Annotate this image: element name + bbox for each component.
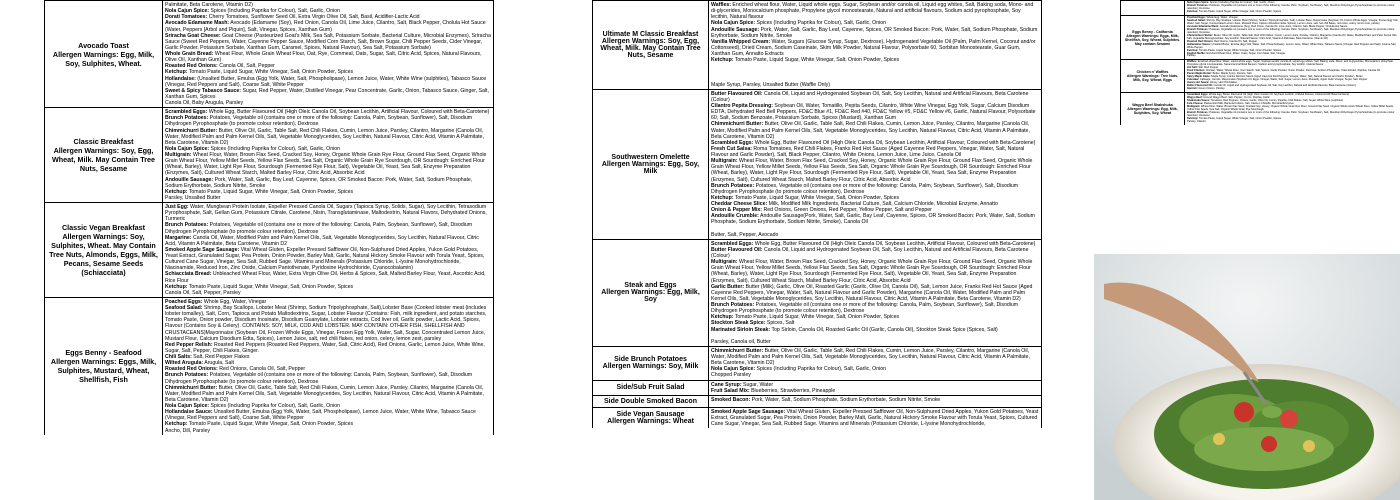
ingredient-line: Cheddar Cheese Slice: Milk, Modified Milk Ingredients, Bacterial Culture, Salt, Calcium Chloride, Microbial Enzyme, Annatto [711, 201, 998, 207]
ingredient-line: Fried Chicken: Chicken, Water, Wheat Flour, Corn Starch, Salt, Spices, Garlic Powder, Onion Powder, Dextrose, Sodium Phosphate, Yeast Extract, Paprika, Canola Oil [1187, 69, 1380, 73]
menu-item-row [1121, 59, 1400, 92]
ingredient-line: Brunch Potatoes: Potatoes, Vegetable oil (contains one or more of the following: Canola, Palm, Soybean, Sunflower), Salt, Disodium Dihydrogen Pyrophosphate (to promote colour retention), Dextrose [1187, 3, 1395, 10]
menu-item-row [45, 202, 493, 297]
ingredients-list [163, 203, 493, 297]
menu-item-name: Eggs Benny - Seafood Allergen Warnings: Eggs, Milk, Sulphites, Mustard, Wheat, Shellfish, Fish [45, 298, 163, 435]
ingredient-line: Parsley, Unsalted Butter [165, 194, 221, 201]
menu-item-name: Side/Sub Fruit Salad [593, 381, 709, 395]
ingredient-line: Nola Cajun Spice: Spices (Including Paprika for Colour), Salt, Garlic, Onion [165, 145, 341, 152]
ingredient-line: Nola Cajun Spice: Spices (Including Paprika for Colour), Salt, Garlic, Onion [165, 403, 341, 409]
ingredient-line: Hollandaise Sauce: Unsalted Butter, Emulsa (Egg Yolk, Water, Salt, Phospholipase), Lemon Juice, Water, White Wine, Tabasco Sauce (Vinegar, Red Peppers and Salt), Coarse Salt, White Pepper [1187, 42, 1397, 49]
ingredient-line: Canola Oil, Baby Arugula, Parsley [165, 100, 244, 106]
ingredient-line: Just Egg: Water, Mungbean Protein Isolate, Expeller Pressed Canola Oil, Sugars (Tapioca Syrup, Solids, Sugar), Soy Lecithin, Tetrasodium Pyrophosphate, Salt, Gellan Gum, Potassium Citrate, Carotene, Nisin, Transglutaminase, Maltodextrin, Natural Flavors, Dehydrated Onions, Turmeric [165, 204, 487, 223]
ingredient-line: Marinated Sirloin Steak: Top Sirloin, Canola Oil, Roasted Garlic Oil (Garlic, Canola Oil), Stockton Steak Spice (Spices, Salt) [711, 326, 998, 333]
ingredient-line: Poached Eggs: Whole Egg, Water, Vinegar [165, 298, 267, 305]
ingredient-line: Butter, Salt, Pepper, Avocado [711, 231, 779, 238]
menu-item-name: Wagyu Beef Shakshuka Allergen Warnings: Egg, Milk, Sulphites, Soy, Wheat [1121, 93, 1185, 125]
ingredient-line: Avocado Edamame Mash: Avocado (Edamame (Soy), Red Onion, Canola Oil, Lime Juice, Cilantro, Salt, Black Pepper, Cholula Hot Sauce [1187, 24, 1348, 28]
ingredient-line: Seafood Salad: Shrimp, Bay Scallops, Lobster Meat (Shrimp, Sodium Tripolyphosphate, Salt), Lobster Base, Mayonnaise (Soybean Oil, Frozen Whole Eggs, Vinegar, Frozen Egg Yolk, Water, Salt, Sugar, Concentrated Lemon Juice, Mustard Flour, Calcium Disodium Edta, Spices), Lemon Juice, salt, red chili flakes, red onion, celery, lemon zest, parsley [1187, 18, 1399, 25]
ingredient-line: Multigrain: Wheat Flour, Water, Brown Flax Seed, Cracked Soy, Honey, Organic Whole Grain Rye Flour, Ground Flax Seed, Organic Whole Grain Wheat Flour, Yellow Millet Seeds, Yellow Flax Seeds, Sea Salt, Organic Whole Grain Rye Sourdough, OR Sourdough: Enriched Flour (Wheat, Barley), Water, Light Rye Flour, Sourdough (Fermented Rye Flour, Salt), Vegetable Oil, Yeast, Sea Salt, Enzyme Preparation (Enzymes, Salt), Cultured Wheat Starch, Malted Barley Flour, Citric Acid, Absorbic Acid [165, 152, 487, 177]
ingredient-line: Butter Flavoured Oil: Canola Oil, Liquid and Hydrogenated Soybean Oil, Salt, Soy Lecithin, Natural and Artificial Flavours, Beta Carotene (Colour) [711, 246, 1029, 259]
menu-item-row [45, 0, 493, 107]
ingredient-line: Hot Salt: Salt, Red Pepper [1187, 66, 1219, 70]
ingredient-line: Chili Salts: Salt, Red Pepper Flakes [165, 354, 250, 360]
ingredient-line: Scrambled Eggs: Whole Egg, Butter Flavoured Oil (High Oleic Canola Oil, Soybean Lecithin, Artificial Flavour, Coloured with Beta-Carotene) [711, 139, 1036, 146]
ingredient-line: Dorati Tomatoes: Cherry Tomatoes, Sunflower Seed Oil, Extra Virgin Olive Oil, Salt, Basil, Acidifier-Lactic Acid [165, 14, 420, 21]
ingredients-list [709, 1, 1041, 89]
ingredient-line: Cane Syrup: Sugar, Water [711, 381, 774, 388]
menu-item-name: Classic Breakfast Allergen Warnings: Soy, Egg, Wheat, Milk. May Contain Tree Nuts, Sesame [45, 108, 163, 202]
ingredient-line: Ketchup: Tomato Paste, Liquid Sugar, White Vinegar, Salt, Onion Powder, Spices [165, 69, 354, 76]
ingredient-line: Chimmichurri Butter: Butter, Olive Oil, Garlic, Table Salt, Red Chili Flakes, Cumin, Lemon Juice, Parsley, Cilantro, Margarine (Canola Oil, Water, Modified Palm and Palm Kernel Oils, Salt, Vegetable Monoglycerides, Soy Lecithin, Natural Flavour, Citric Acid, Vitamin A Palmitate, Beta Carotene, Vitamin D2) [711, 347, 1030, 367]
ingredient-line: Vanilla Whipped Cream: Water, Sugars (Glucose Syrup, Sugar, Dextrose), Hydrogenated Vegetable Oil (Palm, Palm Kernel, Coconut and/or Cottonseed), Dried Cream, Sodium Caseinate, Skim Milk Powder, Natural Flavour, Polysorbate 60, Sorbitan Monostearate, Guar Gum, Xanthan Gum, Annatto Extracts [711, 38, 1036, 57]
ingredient-line: Coleslaw: Cabbage, Carrots, Mayonnaise (Soybean Oil, Eggs, Vinegar, Water, Salt, Sugar, Lemon Juice, Mustard), Apple Cider Vinegar, Sugar, Salt, Pepper [1187, 78, 1368, 82]
ingredient-line: Brunch Potatoes: Potatoes, Vegetable oil (contains one or more of the following: Canola, Palm, Soybean, Sunflower), Salt, Disodium Dihydrogen Pyrophosphate (to promote colour retention), Dextrose [711, 182, 1019, 195]
menu-item-name: Side Brunch Potatoes Allergen Warnings: Soy, Milk [593, 347, 709, 380]
ingredient-line: Hollandaise: (Unsalted Butter, Emulsa (Egg Yolk, Water, Salt, Phospholipase), Lemon Juice, Water, White Wine (sulphites), Tabasco Sauce (Vinegar, Red Peppers and Salt), Coarse Salt, White Pepper [165, 75, 487, 88]
ingredient-line: Wagyu Beef: Ground Wagyu Beef, Salt, Pepper, Cumin, Paprika, Garlic [1187, 96, 1270, 100]
allergen-table-right [1120, 0, 1400, 125]
ingredient-line: Margarine: Canola Oil, Water, Modified Palm and Palm Kernel Oils, Salt, Vegetable Monoglycerides, Soy Lecithin, Natural Flavour, Citric Acid, Vitamin A Palmitate, Beta Carotene, Vitamin D2 [165, 234, 479, 247]
ingredient-line: Chimmichurri Butter: Butter, Olive Oil, Garlic, Table Salt, Red Chili Flakes, Cumin, Lemon Juice, Parsley, Cilantro, Margarine (Canola Oil, Water, Modified Palm and Palm Kernel Oils, Salt, Vegetable Monoglycerides, Soy Lecithin, Natural Flavour, Citric Acid, Vitamin A Palmitate, Beta Carotene, Vitamin D2) [165, 384, 484, 403]
ingredient-line: Ketchup: Tomato Paste, Liquid Sugar, White Vinegar, Salt, Onion Powder, Spices [165, 188, 354, 195]
ingredient-line: Scrambled Eggs: Whole Egg, Butter Flavoured Oil (High Oleic Canola Oil, Soybean Lecithin, Artificial Flavour, Coloured with Beta-Carotene) [711, 240, 1036, 247]
menu-item-name [1121, 1, 1185, 15]
ingredients-list [709, 347, 1041, 380]
menu-item-row [593, 0, 1041, 89]
ingredients-list [1185, 93, 1400, 125]
ingredient-line: Chimmichurri Butter: Butter, Olive Oil, Garlic, Table Salt, Red Chili Flakes, Cumin, Lemon Juice, Parsley, Cilantro, Margarine (Canola Oil, Water, Modified Palm and Palm Kernel Oils, Salt, Vegetable Monoglycerides, Soy Lecithin, Natural Flavour, Citric Acid, Vitamin A Palmitate, Beta Carotene, Vitamin D2) [1187, 33, 1398, 40]
ingredients-list [709, 90, 1041, 239]
ingredient-line: Chimmichurri Butter: Butter, Olive Oil, Garlic, Table Salt, Red Chili Flakes, Cumin, Lemon Juice, Parsley, Cilantro, Margarine (Canola Oil, Water, Modified Palm and Palm Kernel Oils, Salt, Vegetable Monoglycerides, Soy Lecithin, Natural Flavour, Citric Acid, Vitamin A Palmitate, Beta Carotene, Vitamin D2) [711, 121, 1030, 140]
ingredient-line: Schiacciata Bread: Unbleached Wheat Flour, Water, Extra Virgin Olive Oil, Herbs & Spices, Salt, Malted Barley Flour, Yeast, Ascorbic Acid, Rice Flour [165, 271, 486, 284]
ingredient-line: Brunch Potatoes: Potatoes, Vegetable oil (contains one or more of the following: Canola, Palm, Soybean, Sunflower), Salt, Disodium Dihydrogen Pyrophosphate (to promote colour retention), Dextrose [165, 222, 473, 235]
ingredient-line: Onion & Pepper Mix: Red Onions, Green Onions, Red Pepper, Yellow Pepper, Salt and Pepper [711, 207, 932, 214]
ingredient-line: Nola Cajun Spice: Spices (Including Paprika for Colour), Salt, Garlic, Onion [711, 366, 887, 373]
ingredient-line: Andouille Sausage: Pork, Water, Salt, Garlic, Bay Leaf, Cayenne, Spices, OR Smoked Bacon: Pork, Water, Salt, Sodium Phosphate, Sodium Erythorbate, Sodium Nitrite, Smoke [165, 176, 473, 189]
ingredients-list [1185, 16, 1400, 60]
menu-item-row [593, 395, 1041, 407]
ingredient-line: Parsley, Canola oil, Butter [711, 338, 771, 345]
ingredient-line: Smoked Bacon: Pork, Water, Salt, Sodium Phosphate, Sodium Erythorbate, Sodium Nitrite, Smoke [711, 396, 941, 403]
ingredients-list [163, 298, 493, 435]
ingredients-list [1185, 60, 1400, 92]
menu-item-name: Avocado Toast Allergen Warnings: Egg, Milk, Soy, Sulphites, Wheat. [45, 1, 163, 107]
menu-item-name: Side Double Smoked Bacon [593, 396, 709, 407]
ingredient-line: Brunch Potatoes: Potatoes, Vegetable oil (contains one or more of the following: Canola, Palm, Soybean, Sunflower), Salt, Disodium Dihydrogen Pyrophosphate (to promote colour retention), Dextrose [165, 372, 473, 385]
ingredient-line: Chopped Parsley [711, 372, 751, 379]
allergen-table-left [44, 0, 494, 435]
ingredient-line: Smoked Apple Sage Sausage: Vital Wheat Gluten, Expeller Pressed Safflower Oil, Non-Sulphured Dried Apples, Yukon Gold Potatoes, Yeast Extract, Granulated Sugar, Pea Protein, Onion Powder, Barley Malt, Garlic, Natural Hickory Smoke Flavour with Torula Yeast, Spices, Cultured Cane Sugar, Vinegar, Sea Salt, Rubbed Sage. Vitamins and Minerals (Potassium Chloride, L-lysine Monohydrochloride, [711, 408, 1039, 427]
ingredient-line: Brunch Potatoes: Potatoes, Vegetable oil (contains one or more of the following: Canola, Palm, Soybean, Sunflower), Salt, Disodium Dihydrogen Pyrophosphate (to promote colour retention), Dextrose [165, 115, 473, 128]
ingredients-list [709, 240, 1041, 346]
salad-bowl-photo [1094, 254, 1400, 500]
ingredient-line: Multigrain: Wheat Flour, Water, Brown Flax Seed, Cracked Soy, Honey, Organic Whole Grain Rye Flour, Ground Flax Seed, Organic Whole Grain Wheat Flour, Yellow Millet Seeds, Yellow Flax Seeds, Sea Salt, Organic Whole Grain Rye Sourdough, OR Sourdough: Enriched Flour (Wheat, Barley), Water, Light Rye Flour, Sourdough (Fermented Rye Flour, Salt), Vegetable Oil, Yeast, Sea Salt, Enzyme Preparation (Enzymes, Salt), Cultured Wheat Starch, Malted Barley Flour, Citric Acid, Absorbic Acid [711, 259, 1033, 284]
ingredient-line: Waffles: Enriched wheat flour, Water, Liquid whole eggs, Sugar, Soybean and/or canola oil, Liquid egg whites, Salt, Baking soda, Mono- and di-glycerides, Monocalcium phosphate, Propylene glycol monostearate, Natural and artificial flavours, Sodium acid pyrophosphate, Soy lecithin, Natural flavour [711, 2, 1034, 21]
menu-item-row [45, 107, 493, 202]
ingredient-line: Scrambled Eggs: Whole Egg, Butter Flavoured Oil (High Oleic Canola Oil, Soybean Lecithin, Artificial Flavour, Coloured with Beta-Carotene) [1187, 93, 1350, 97]
ingredient-line: Avocado Edamame Mash: Avocado (Edamame (Soy), Red Onion, Canola Oil, Lime Juice, Cilantro, Salt, Black Pepper, Cholula Hot Sauce (Water, Peppers [Arbol and Piquin], Salt, Vinegar, Spices, Xanthan Gum) [165, 20, 486, 33]
menu-item-row [593, 239, 1041, 346]
menu-item-row [1121, 15, 1400, 60]
menu-item-name: Steak and Eggs Allergen Warnings: Egg, Milk, Soy [593, 240, 709, 346]
ingredient-line: Shakshuka Sauce: Tomatoes, Red Peppers, Onions, Garlic, Olive Oil, Cumin, Paprika, Chili Flakes, Salt, Sugar, White Wine (sulphites) [1187, 99, 1344, 103]
ingredient-line: Roasted Red Onions: Red Onions, Canola Oil, Salt, Pepper [165, 366, 306, 373]
ingredient-line: Brunch Potatoes: Potatoes, Vegetable oil (contains one or more of the following: Canola, Palm, Soybean, Sunflower), Salt, Disodium Dihydrogen Pyrophosphate (to promote colour retention), Dextrose [1187, 110, 1395, 117]
ingredient-line: Pecan Maple Butter: Butter, Maple Syrup, Pecans, Salt [1187, 72, 1252, 76]
ingredient-line: Parsley [1187, 54, 1196, 58]
ingredient-line: Poached Eggs: Whole Egg, Water, Vinegar [1187, 15, 1238, 19]
ingredient-line: Hollandaise Sauce: Unsalted Butter, Emulsa (Egg Yolk, Water, Salt, Phospholipase), Lemon Juice, Water, White Wine, Tabasco Sauce (Vinegar, Red Peppers and Salt), Coarse Salt, White Pepper [165, 409, 476, 422]
ingredient-line: Butter Flavoured Oil: Canola Oil, Liquid and Hydrogenated Soybean Oil, Salt, Soy Lecithin, Natural and Artificial Flavours, Beta Carotene (Colour) [711, 90, 1029, 103]
ingredient-line: Chimmichurri Butter: Butter, Olive Oil, Garlic, Table Salt, Red Chili Flakes, Cumin, Lemon Juice, Parsley, Cilantro, Margarine (Canola Oil, Water, Modified Palm and Palm Kernel Oils, Salt, Vegetable Monoglycerides, Soy Lecithin, Natural Flavour, Citric Acid, Vitamin A Palmitate, Beta Carotene, Vitamin D2) [165, 127, 484, 146]
ingredient-line: Brunch Potatoes: Potatoes, Vegetable oil (contains one or more of the following: Canola, Palm, Soybean, Sunflower), Salt, Disodium Dihydrogen Pyrophosphate (to promote colour retention), Dextrose [1187, 27, 1395, 34]
ingredient-line: Sriracha Goat Cheese: Goat Cheese (Pasteurized Goat's Milk, Sea Salt, Potassium Sorbate, Bacterial Culture, Microbial Enzymes), Sriracha Sauce (Sweet Red Peppers, Water, Cayenne Pepper Sauce, Modified Corn Starch, Salt, Brown Sugar, Chili Pepper Seeds, Cider Vinegar, Garlic Powder, Potassium Sorbate, Xanthan Gum, Caramel, Spices, Natural Flavour), Sea Salt, Potassium Sorbate) [165, 32, 491, 51]
ingredient-line: Feta Cheese: Pasteurized Milk, Bacterial Culture, Salt, Calcium Chloride, Microbial Enzymes [1187, 102, 1294, 106]
ingredient-line: Cilantro Pepita Dressing: Soybean Oil, Water, Tomatillo, Pepita Seeds, Cilantro, White Wine Vinegar, Egg Yolk, Sugar, Calcium Disodium EDTA, Dehydrated Red Bell Peppers, FD&C Blue #1, FD&C Red #40, FD&C Yellow #5, FD&C Yellow #6, Garlic, Natural Flavour, Polysorbate 60, Salt, Sodium Benzoate, Potassium Sorbate, Spices (Mustard), Xanthan Gum [711, 103, 1036, 122]
ingredient-line: Ketchup: Tomato Paste, Liquid Sugar, White Vinegar, Salt, Onion Powder, Spices [165, 283, 354, 290]
ingredient-line: Multigrain: Wheat Flour, Water, Brown Flax Seed, Cracked Soy, Honey, Organic Whole Grain Rye Flour, Ground Flax Seed, Organic Whole Grain Wheat Flour, Yellow Millet Seeds, Yellow Flax Seeds, Sea Salt, Organic Whole Grain Rye Sourdough, OR Sourdough: Enriched Flour (Wheat, Barley), Water, Light Rye Flour, Sourdough (Fermented Rye Flour, Salt), Vegetable Oil, Yeast, Sea Salt, Enzyme Preparation (Enzymes, Salt), Cultured Wheat Starch, Malted Barley Flour, Citric Acid, Absorbic Acid [711, 158, 1033, 183]
ingredient-line: Nola Cajun Spice: Spices (Including Paprika for Colour), Salt, Garlic, Onion [1187, 1, 1275, 4]
ingredient-line: Ketchup: Tomato Paste, Liquid Sugar, White Vinegar, Salt, Onion Powder, Spices [711, 314, 900, 321]
ingredient-line: Red Pepper Relish: Roasted Red Peppers (Roasted Red Peppers, Water, Salt, Citric Acid), Red Onions, Garlic, Lemon Juice, White Wine, Sugar, Salt, Pepper, Chili Flakes, Ginger. [165, 341, 485, 354]
menu-item-row [593, 380, 1041, 395]
menu-item-name: Classic Vegan Breakfast Allergen Warnings: Soy, Sulphites, Wheat. May Contain Tree Nuts, Almonds, Eggs, Milk, Pecans, Sesame Seeds (Schiacciata) [45, 203, 163, 297]
ingredient-line: Brunch Potatoes: Potatoes, Vegetable oil (contains one or more of the following: Canola, Palm, Soybean, Sunflower), Salt, Disodium Dihydrogen Pyrophosphate (to promote colour retention), Dextrose [711, 302, 1019, 315]
menu-item-name: Eggs Benny - California Allergen Warnings: Eggs, Milk, Shellfish, Soy, Wheat, Sulphites. May contain Sesame [1121, 16, 1185, 60]
ingredient-line: Ketchup: Tomato Paste, Liquid Sugar, White Vinegar, Salt, Onion Powder, Spices [1187, 48, 1282, 52]
ingredient-line: Smoked Apple Sage Sausage: Vital Wheat Gluten, Expeller Pressed Safflower Oil, Non-Sulphured Dried Apples, Yukon Gold Potatoes, Yeast Extract, Granulated Sugar, Pea Protein, Onion Powder, Barley Malt, Garlic, Natural Hickory Smoke Flavour with Torula Yeast, Spices, Cultured Cane Sugar, Vinegar, Sea Salt, Rubbed Sage. Vitamins and Minerals (Potassium Chloride, L-lysine Monohydrochloride, Niacinamide, Reduced Iron, Zinc Oxide, Calcium Pantothenate, Pyridoxine Hydrochloride, Cyanocobalamin) [165, 246, 485, 272]
ingredient-line: Roasted Red Onions: Red Onions, Canola Oil, Salt, Pepper [1187, 39, 1258, 43]
ingredient-line: Nola Cajun Spice: Spices (Including Paprika for Colour), Salt, Garlic, Onion [711, 20, 887, 27]
menu-item-name: Chicken n' Waffles Allergen Warnings: Tree Nuts, Milk, Soy, Wheat, Eggs [1121, 60, 1185, 92]
ingredient-line: Parsley, Cilantro [1187, 119, 1206, 123]
ingredient-line: Garnish: Green Onions, Parsley [1187, 87, 1225, 91]
menu-item-row [1121, 92, 1400, 125]
ingredient-line: Spicy Maple Glaze: Maple Syrup, Franks Red Hot Sauce (Aged Cayenne Red Peppers, Vinegar, Water, Salt, Natural Flavour and Garlic Powder), Butter [1187, 75, 1363, 79]
ingredient-line: Honey Hot Sauce: Honey, Hot Chili Flakes [1187, 81, 1237, 85]
ingredients-list [709, 381, 1041, 395]
ingredient-line: Andouille Sausage: Pork, Water, Salt, Garlic, Bay Leaf, Cayenne, Spices, OR Smoked Bacon: Pork, Water, Salt, Sodium Phosphate, Sodium Erythorbate, Sodium Nitrite, Smoke [711, 26, 1038, 39]
ingredient-line: Multigrain: Wheat Flour, Water, Brown Flax Seed, Cracked Soy, Honey, Organic Whole Grain Rye Flour, Ground Flax Seed, Organic Whole Grain Wheat Flour, Yellow Millet Seeds, Yellow Flax Seeds, Sea Salt, Organic Whole Grain Rye Sourdough [1187, 105, 1394, 111]
ingredients-list [709, 408, 1041, 428]
ingredients-list [163, 1, 493, 107]
salad-bowl-image [1094, 254, 1400, 500]
allergen-table-middle [592, 0, 1042, 428]
ingredient-line: Ketchup: Tomato Paste, Liquid Sugar, White Vinegar, Salt, Onion Powder, Spices [1187, 116, 1282, 120]
ingredient-line: Fresh Cut Salsa: Roma Tomatoes, Red Chili Flakes, Franks Red Hot Sauce (Aged Cayenne Red Peppers, Vinegar, Water, Salt, Natural Flavour and Garlic Powder), Salt, Black Pepper, Cilantro, White Onions, Lemon Juice, Lime Juice, Canola Oil [711, 145, 1025, 158]
ingredient-line: Palmitate, Beta Carotene, Vitamin D2) [165, 2, 253, 8]
ingredient-line: Ketchup: Tomato Paste, Liquid Sugar, White Vinegar, Salt, Onion Powder, Spices [1187, 9, 1282, 13]
ingredient-line: Garlic Butter: Butter (Milk), Garlic, Olive Oil, Roasted Garlic (Garlic, Olive Oil, Canola Oil), Salt, Lemon Juice, Franks Red Hot Sauce (Aged Cayenne Red Peppers, Vinegar, Water, Salt, Natural Flavour and Garlic Powder), Margarine (Canola Oil, Water, Modified Palm and Palm Kernel Oils, Salt, Vegetable Monoglycerides, Soy Lecithin, Natural Flavour, Citric Acid, Vitamin A Palmitate, Beta Carotene, Vitamin D2) [711, 283, 1033, 302]
ingredient-line: Ancho, Dill, Parsley [165, 427, 210, 434]
ingredients-list [709, 396, 1041, 407]
ingredient-line: Wilted Arugula: Arugula, Salt [165, 360, 234, 367]
ingredients-list [163, 108, 493, 202]
ingredient-line: English Muffin: Enriched Wheat Flour, Water, Yeast, Sugar, Corn Meal, Salt, Vinegar [1187, 51, 1286, 55]
menu-item-row [593, 407, 1041, 428]
ingredient-line: Nola Cajun Spice: Spices (Including Paprika for Colour), Salt, Garlic, Onion [165, 8, 341, 15]
ingredient-line: Waffles: Enriched wheat flour, Water, Liquid whole eggs, Sugar, Soybean and/or canola oil, Liquid egg whites, Salt, Baking soda, Mono- and di-glycerides, Monocalcium phosphate, Propylene glycol monostearate, Natural and artificial flavours, Sodium acid pyrophosphate, Soy lecithin, Natural flavour [1187, 60, 1394, 67]
ingredient-line: Ketchup: Tomato Paste, Liquid Sugar, White Vinegar, Salt, Onion Powder, Spices [711, 194, 900, 201]
ingredients-list [1185, 1, 1400, 15]
ingredient-line: Stockton Steak Spice: Spices, Salt [711, 320, 795, 327]
ingredient-line: Whole Grain Bread: Wheat Flour, Whole Grain Wheat Flour, Oat, Rye, Cornmeal, Oats, Sugar, Salt, Citric Acid, Spices, Natural Flavours, Olive Oil, Xanthan Gum) [165, 51, 482, 64]
ingredient-line: Ketchup: Tomato Paste, Liquid Sugar, White Vinegar, Salt, Onion Powder, Spices [165, 421, 354, 428]
menu-item-row [45, 297, 493, 435]
menu-item-name: Ultimate M Classic Breakfast Allergen Warnings: Soy, Egg, Wheat, Milk. May Contain Tree Nuts, Sesame [593, 1, 709, 89]
menu-item-name: Southwestern Omelette Allergen Warnings: Egg, Soy, Milk [593, 90, 709, 239]
ingredient-line: Sweet & Spicy Tabasco Sauce: Sugar, Red Pepper, Water, Distilled Vinegar, Pear Concentrate, Garlic, Onion, Tabasco Sauce, Ginger, Salt, Xanthan Gum, Spices [165, 87, 489, 100]
ingredient-line: Fruit Salad Mix: Blueberries, Strawberries, Pineapple [711, 387, 836, 394]
ingredient-line: Maple Syrup, Parsley, Unsalted Butter (Waffle Only) [711, 81, 830, 88]
ingredient-line: Ketchup: Tomato Paste, Liquid Sugar, White Vinegar, Salt, Onion Powder, Spices [711, 57, 900, 64]
menu-item-row [593, 89, 1041, 239]
ingredient-line: Roasted Red Onions: Canola Oil, Salt, Pepper [165, 63, 275, 70]
ingredient-line: Andouille Crumble: Andouille Sausage(Pork, Water, Salt, Garlic, Bay Leaf, Cayenne, Spices, OR Smoked Bacon: Pork, Water, Salt, Sodium Phosphate, Sodium Erythorbate, Sodium Nitrite, Smoke), Canola Oil [711, 213, 1035, 226]
ingredient-line: Seafood Salad: Shrimp, Bay Scallops, Lobster Meat (Shrimp, Sodium Tripolyphosphate, Salt),Lobster Base (Cooked lobster meat (includes lobster tomalley), Salt, Corn, Tapioca and Potato Maltodextrins, Sugar, Lobster Flavour (Contains: Fish, milk ingredient, and potato starches, Tomato Paste, Onion powder, Disodium Inosinate, Disodium Guanylate, Lobster extracts, Cod liver oil, Garlic powder, Lactic Acid, Spices, Flavour (Contains Soy & Celery). CONTAINS: SOY, MILK, COD AND LOBSTER. MAY CONTAIN: OTHER FISH, SHELLFISH AND CRUSTACEANS)Mayonnaise (Soybean Oil, Frozen Whole Eggs, Vinegar, Frozen Egg Yolk, Water, Salt, Sugar, Concentrated Lemon Juice, Mustard Flour, Calcium Disodium Edta, Spices), Lemon Juice, salt, red chili flakes, red onion, celery, lemon zest, parsley [165, 305, 487, 342]
ingredient-line: Canola Oil, Salt, Pepper, Parsley [165, 289, 241, 296]
menu-item-row [593, 346, 1041, 380]
ingredient-line: Butter Flavoured Oil: Canola Oil, Liquid and Hydrogenated Soybean Oil, Salt, Soy Lecithin, Natural and Artificial Flavours, Beta Carotene (Colour) [1187, 84, 1356, 88]
ingredient-line: Scrambled Eggs: Whole Egg, Butter Flavoured Oil (High Oleic Canola Oil, Soybean Lecithin, Artificial Flavour, Coloured with Beta-Carotene) [165, 109, 490, 116]
menu-item-row [1121, 0, 1400, 15]
menu-item-name: Side Vegan Sausage Allergen Warnings: Wheat [593, 408, 709, 428]
